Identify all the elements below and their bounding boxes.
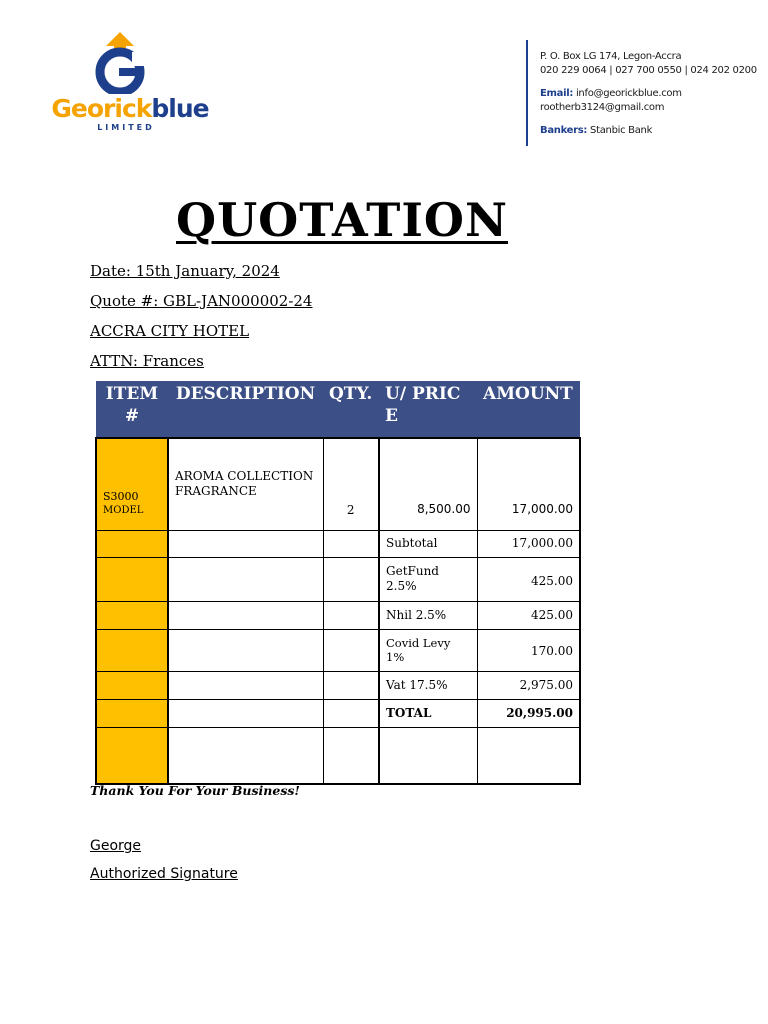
header-amount: AMOUNT [477, 381, 580, 438]
totals-row-nhil [96, 601, 580, 629]
signer-name: George [90, 838, 142, 854]
quote-date: Date: 15th January, 2024 [90, 262, 280, 280]
table-row-empty [96, 727, 580, 784]
document-title: QUOTATION [176, 193, 509, 247]
covid-levy-label: Covid Levy 1% [379, 629, 477, 671]
item-unit-price: 8,500.00 [379, 438, 477, 530]
address: P. O. Box LG 174, Legon-Accra [540, 51, 682, 62]
vat-value: 2,975.00 [477, 671, 580, 699]
letterhead [0, 0, 768, 160]
quote-table [95, 381, 581, 785]
email-secondary: rootherb3124@gmail.com [540, 102, 665, 113]
totals-row-getfund [96, 557, 580, 601]
nhil-label: Nhil 2.5% [379, 601, 477, 629]
total-value: 20,995.00 [477, 699, 580, 727]
contact-divider [526, 40, 528, 146]
email-address: info@georickblue.com [575, 88, 682, 99]
item-code-cell [96, 438, 168, 530]
contact-block [540, 50, 765, 138]
client-name: ACCRA CITY HOTEL [90, 322, 250, 340]
company-logo [48, 32, 208, 142]
subtotal-value: 17,000.00 [477, 530, 580, 557]
totals-row-total [96, 699, 580, 727]
item-amount: 17,000.00 [477, 438, 580, 530]
brand-name: Georickblue [51, 94, 209, 123]
totals-row-covid [96, 629, 580, 671]
table-header-row [96, 381, 580, 438]
subtotal-label: Subtotal [379, 530, 477, 557]
header-qty: QTY. [323, 381, 379, 438]
covid-levy-value: 170.00 [477, 629, 580, 671]
item-code-sub: MODEL [103, 505, 144, 516]
item-qty: 2 [323, 438, 379, 530]
vat-label: Vat 17.5% [379, 671, 477, 699]
header-description: DESCRIPTION [168, 381, 323, 438]
attention-line: ATTN: Frances [90, 352, 204, 370]
georick-logo-icon [92, 32, 148, 94]
header-item: ITEM # [96, 381, 168, 438]
item-code: S3000 [103, 490, 139, 503]
brand-subtitle: LIMITED [97, 123, 155, 132]
totals-row-subtotal [96, 530, 580, 557]
signature-label: Authorized Signature [90, 866, 238, 882]
nhil-value: 425.00 [477, 601, 580, 629]
table-row [96, 438, 580, 530]
phone-numbers: 020 229 0064 | 027 700 0550 | 024 202 0200 [540, 65, 757, 76]
bank-name: Stanbic Bank [590, 125, 653, 136]
totals-row-vat [96, 671, 580, 699]
header-unit-price: U/ PRICE [379, 381, 477, 438]
email-line: Email: info@georickblue.com [540, 88, 682, 99]
getfund-value: 425.00 [477, 557, 580, 601]
getfund-label: GetFund 2.5% [379, 557, 477, 601]
total-label: TOTAL [379, 699, 477, 727]
item-description: AROMA COLLECTION FRAGRANCE [168, 438, 323, 530]
bankers-line: Bankers: Stanbic Bank [540, 125, 653, 136]
thank-you-note: Thank You For Your Business! [90, 783, 300, 798]
quote-number: Quote #: GBL-JAN000002-24 [90, 292, 313, 310]
